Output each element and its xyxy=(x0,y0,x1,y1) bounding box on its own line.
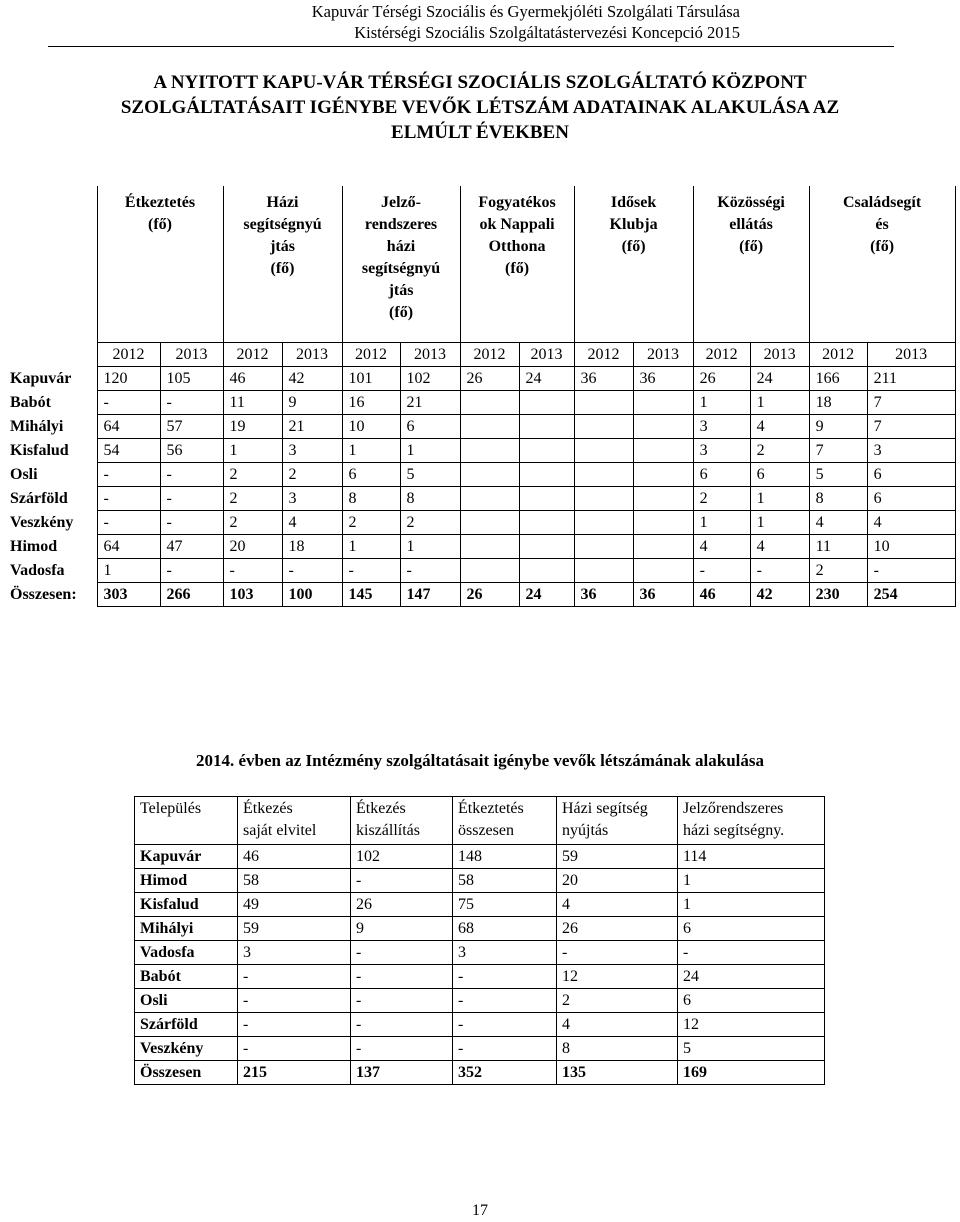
table-cell xyxy=(574,439,633,463)
year-header: 2012 xyxy=(97,343,160,367)
table-row xyxy=(10,391,955,415)
table-cell xyxy=(633,487,693,511)
table-cell: 352 xyxy=(453,1061,557,1085)
table-cell: - xyxy=(453,989,557,1013)
table-row xyxy=(10,415,955,439)
table-cell: 12 xyxy=(678,1013,825,1037)
table-cell: 5 xyxy=(678,1037,825,1061)
table-cell xyxy=(519,391,574,415)
table-cell: - xyxy=(693,559,750,583)
table-row xyxy=(10,511,955,535)
table-row xyxy=(135,989,825,1013)
table-cell xyxy=(633,415,693,439)
total-row xyxy=(10,583,955,607)
year-header: 2013 xyxy=(282,343,342,367)
column-header xyxy=(238,797,351,845)
table-cell: - xyxy=(867,559,955,583)
column-header xyxy=(678,797,825,845)
table-cell: - xyxy=(750,559,809,583)
table-cell xyxy=(519,559,574,583)
table-cell: 8 xyxy=(400,487,460,511)
table-cell: 64 xyxy=(97,535,160,559)
table-cell: 3 xyxy=(693,415,750,439)
table-cell: 169 xyxy=(678,1061,825,1085)
table-cell: 8 xyxy=(342,487,400,511)
town-name: Himod xyxy=(135,869,238,893)
group-header-row xyxy=(10,186,955,343)
table-cell: 303 xyxy=(97,583,160,607)
table-cell: - xyxy=(400,559,460,583)
column-header xyxy=(351,797,453,845)
table-cell: 9 xyxy=(809,415,867,439)
table-cell: 18 xyxy=(282,535,342,559)
service-group-header: Jelző- rendszeres házi segítségnyú jtás (fő) xyxy=(342,186,460,343)
table-cell: 102 xyxy=(400,367,460,391)
table-cell: - xyxy=(160,559,223,583)
column-header-line: Étkezés xyxy=(356,800,406,817)
table-cell: 254 xyxy=(867,583,955,607)
table-cell xyxy=(519,415,574,439)
year-header: 2013 xyxy=(160,343,223,367)
page-number: 17 xyxy=(472,1202,488,1219)
town-name: Osli xyxy=(135,989,238,1013)
table-cell: 266 xyxy=(160,583,223,607)
table-cell: 26 xyxy=(693,367,750,391)
table-cell: 1 xyxy=(750,487,809,511)
year-header: 2013 xyxy=(633,343,693,367)
table-cell: 5 xyxy=(400,463,460,487)
table-cell: 105 xyxy=(160,367,223,391)
table-cell: - xyxy=(238,1037,351,1061)
table-cell: 21 xyxy=(400,391,460,415)
column-header-line: Jelzőrendszeres xyxy=(683,800,784,817)
table-cell xyxy=(574,415,633,439)
table-row xyxy=(10,463,955,487)
year-header: 2012 xyxy=(223,343,282,367)
table-cell: - xyxy=(351,869,453,893)
column-header-line: összesen xyxy=(458,822,514,839)
table-cell: 2 xyxy=(693,487,750,511)
table-cell: 6 xyxy=(400,415,460,439)
column-header-line: Étkezés xyxy=(243,800,293,817)
table-cell xyxy=(460,535,519,559)
table-cell: 26 xyxy=(351,893,453,917)
table-row xyxy=(135,893,825,917)
table-cell xyxy=(574,463,633,487)
column-header-line: Település xyxy=(140,800,202,817)
table-cell: - xyxy=(97,391,160,415)
table-cell: 36 xyxy=(633,583,693,607)
table-cell: 20 xyxy=(557,869,678,893)
table-cell: 6 xyxy=(342,463,400,487)
total-row xyxy=(135,1061,825,1085)
town-name: Vadosfa xyxy=(10,562,65,579)
table-cell: 6 xyxy=(750,463,809,487)
table-cell: - xyxy=(351,1013,453,1037)
table-cell: 16 xyxy=(342,391,400,415)
table-cell: 2 xyxy=(223,463,282,487)
table-cell: 75 xyxy=(453,893,557,917)
town-name: Babót xyxy=(135,965,238,989)
table-cell: 3 xyxy=(867,439,955,463)
table-cell: 166 xyxy=(809,367,867,391)
table-cell: 3 xyxy=(238,941,351,965)
table-cell: 46 xyxy=(238,845,351,869)
table-cell: 54 xyxy=(97,439,160,463)
table-cell: 24 xyxy=(519,367,574,391)
table-cell: 21 xyxy=(282,415,342,439)
table-cell: - xyxy=(453,965,557,989)
table-cell: - xyxy=(223,559,282,583)
table-cell: 100 xyxy=(282,583,342,607)
table-cell: 3 xyxy=(282,487,342,511)
table-cell: - xyxy=(282,559,342,583)
table-cell: 1 xyxy=(97,559,160,583)
service-group-header: Közösségi ellátás (fő) xyxy=(693,186,809,343)
column-header xyxy=(453,797,557,845)
table-cell: 58 xyxy=(238,869,351,893)
table-cell xyxy=(519,439,574,463)
column-header-line: nyújtás xyxy=(562,822,609,839)
table-cell xyxy=(460,511,519,535)
table-cell: - xyxy=(238,1013,351,1037)
year-header: 2013 xyxy=(400,343,460,367)
table-cell: 137 xyxy=(351,1061,453,1085)
table-cell: 46 xyxy=(223,367,282,391)
table-cell xyxy=(633,559,693,583)
table-cell: 2 xyxy=(750,439,809,463)
service-usage-table-2012-2013 xyxy=(10,186,956,607)
service-group-header: Idősek Klubja (fő) xyxy=(574,186,693,343)
table-cell: 24 xyxy=(519,583,574,607)
table-cell: - xyxy=(678,941,825,965)
table-cell: 1 xyxy=(693,511,750,535)
town-name: Vadosfa xyxy=(135,941,238,965)
table-cell xyxy=(633,391,693,415)
column-header-line: házi segítségny. xyxy=(683,822,785,839)
year-header: 2013 xyxy=(519,343,574,367)
table-row xyxy=(135,965,825,989)
table-cell: 58 xyxy=(453,869,557,893)
table-cell: 3 xyxy=(453,941,557,965)
table-cell: 57 xyxy=(160,415,223,439)
table-cell: 102 xyxy=(351,845,453,869)
table-cell: - xyxy=(238,989,351,1013)
table-cell: 7 xyxy=(867,391,955,415)
table-cell xyxy=(519,487,574,511)
table-cell: 4 xyxy=(750,535,809,559)
title-line: SZOLGÁLTATÁSAIT IGÉNYBE VEVŐK LÉTSZÁM ADATAINAK ALAKULÁSA AZ xyxy=(120,97,840,118)
year-header: 2013 xyxy=(867,343,955,367)
table-cell xyxy=(460,439,519,463)
table-cell: - xyxy=(351,1037,453,1061)
table-cell: - xyxy=(97,463,160,487)
table-cell: 5 xyxy=(809,463,867,487)
table-cell: 8 xyxy=(557,1037,678,1061)
table-cell xyxy=(460,463,519,487)
document-title xyxy=(48,70,912,145)
table-cell xyxy=(460,487,519,511)
table-cell: 11 xyxy=(809,535,867,559)
year-header: 2012 xyxy=(574,343,633,367)
table-row xyxy=(10,535,955,559)
year-header: 2012 xyxy=(809,343,867,367)
table-cell: 1 xyxy=(400,535,460,559)
year-header: 2012 xyxy=(342,343,400,367)
table-cell: 4 xyxy=(750,415,809,439)
table-cell: 26 xyxy=(460,367,519,391)
table-cell: 42 xyxy=(282,367,342,391)
table-row xyxy=(10,559,955,583)
table-cell: 1 xyxy=(400,439,460,463)
table-cell: 9 xyxy=(282,391,342,415)
town-name: Babót xyxy=(10,394,51,411)
table-cell: 10 xyxy=(342,415,400,439)
table-cell xyxy=(574,511,633,535)
town-name: Veszkény xyxy=(10,514,74,531)
table-cell xyxy=(460,559,519,583)
header-line-2: Kistérségi Szociális Szolgáltatástervezési Koncepció 2015 xyxy=(354,23,740,42)
table-cell xyxy=(519,535,574,559)
year-header: 2012 xyxy=(693,343,750,367)
table-cell: 6 xyxy=(678,917,825,941)
table-cell: 135 xyxy=(557,1061,678,1085)
table-cell xyxy=(574,487,633,511)
table-cell xyxy=(519,511,574,535)
table-row xyxy=(10,487,955,511)
table-cell: 42 xyxy=(750,583,809,607)
table-cell: - xyxy=(351,941,453,965)
town-name: Összesen xyxy=(135,1061,238,1085)
town-name: Szárföld xyxy=(135,1013,238,1037)
table-cell: 6 xyxy=(867,463,955,487)
service-group-header: Családsegít és (fő) xyxy=(809,186,955,343)
service-usage-table-2014 xyxy=(134,796,825,1085)
table-cell xyxy=(519,463,574,487)
table-cell: 1 xyxy=(693,391,750,415)
year-header: 2012 xyxy=(460,343,519,367)
column-header xyxy=(557,797,678,845)
table-cell: 26 xyxy=(460,583,519,607)
table-row xyxy=(10,367,955,391)
table-cell: - xyxy=(97,511,160,535)
table-cell: 1 xyxy=(750,511,809,535)
table-cell: 1 xyxy=(342,535,400,559)
table-cell: 145 xyxy=(342,583,400,607)
year-header-row xyxy=(10,343,955,367)
table-cell: 3 xyxy=(282,439,342,463)
table-cell: 1 xyxy=(342,439,400,463)
table-cell: 6 xyxy=(678,989,825,1013)
table-cell: 47 xyxy=(160,535,223,559)
table-cell: - xyxy=(351,965,453,989)
table-cell: - xyxy=(351,989,453,1013)
table-cell: 101 xyxy=(342,367,400,391)
service-group-header: Étkeztetés (fő) xyxy=(97,186,223,343)
header-rule xyxy=(48,46,894,47)
table-cell: - xyxy=(97,487,160,511)
town-name: Mihályi xyxy=(10,418,64,435)
table-cell: 24 xyxy=(678,965,825,989)
table-cell: 4 xyxy=(557,1013,678,1037)
table-cell: 215 xyxy=(238,1061,351,1085)
corner-cell xyxy=(10,186,97,343)
service-group-header: Házi segítségnyú jtás (fő) xyxy=(223,186,342,343)
town-name: Kapuvár xyxy=(10,370,72,387)
table-cell xyxy=(633,439,693,463)
town-name: Mihályi xyxy=(135,917,238,941)
table-cell: 36 xyxy=(574,583,633,607)
table-cell: 36 xyxy=(574,367,633,391)
table-cell: 1 xyxy=(223,439,282,463)
town-name: Kisfalud xyxy=(135,893,238,917)
table-cell: 2 xyxy=(223,487,282,511)
table-cell: 68 xyxy=(453,917,557,941)
header-line-1: Kapuvár Térségi Szociális és Gyermekjóléti Szolgálati Társulása xyxy=(311,2,740,21)
table-cell: 11 xyxy=(223,391,282,415)
table-cell: - xyxy=(557,941,678,965)
town-name: Veszkény xyxy=(135,1037,238,1061)
table-cell: - xyxy=(342,559,400,583)
table-cell: 4 xyxy=(282,511,342,535)
table-cell: 8 xyxy=(809,487,867,511)
table-cell: 64 xyxy=(97,415,160,439)
table-cell: 2 xyxy=(342,511,400,535)
town-name: Szárföld xyxy=(10,490,68,507)
year-header: 2013 xyxy=(750,343,809,367)
table-cell: 26 xyxy=(557,917,678,941)
service-group-header: Fogyatékos ok Nappali Otthona (fő) xyxy=(460,186,574,343)
table-cell: 6 xyxy=(867,487,955,511)
table-cell: 147 xyxy=(400,583,460,607)
table-cell: 103 xyxy=(223,583,282,607)
table-cell: 24 xyxy=(750,367,809,391)
table-cell: 230 xyxy=(809,583,867,607)
table-cell: 49 xyxy=(238,893,351,917)
table-cell: 1 xyxy=(678,869,825,893)
title-line: ELMÚLT ÉVEKBEN xyxy=(391,122,569,143)
table-cell: 59 xyxy=(238,917,351,941)
header-row xyxy=(135,797,825,845)
table-row xyxy=(10,439,955,463)
table-cell: - xyxy=(160,511,223,535)
table-cell: - xyxy=(160,391,223,415)
table-cell xyxy=(633,511,693,535)
table-row xyxy=(135,1013,825,1037)
table-caption-2014: 2014. évben az Intézmény szolgáltatásait igénybe vevők létszámának alakulása xyxy=(195,751,765,770)
table-cell xyxy=(633,535,693,559)
table-cell: 4 xyxy=(557,893,678,917)
table-cell: 46 xyxy=(693,583,750,607)
table-cell: - xyxy=(160,487,223,511)
table-cell: 2 xyxy=(223,511,282,535)
table-cell: 18 xyxy=(809,391,867,415)
table-cell: 12 xyxy=(557,965,678,989)
town-name: Osli xyxy=(10,466,38,483)
column-header-line: Étkeztetés xyxy=(458,800,524,817)
table-cell xyxy=(574,391,633,415)
table-cell: 9 xyxy=(351,917,453,941)
table-cell xyxy=(574,535,633,559)
table-cell xyxy=(574,559,633,583)
table-cell: 7 xyxy=(867,415,955,439)
table-cell: 6 xyxy=(693,463,750,487)
table-cell: 114 xyxy=(678,845,825,869)
table-cell: 4 xyxy=(809,511,867,535)
town-name: Összesen: xyxy=(10,586,77,603)
table-cell xyxy=(460,391,519,415)
table-cell: 36 xyxy=(633,367,693,391)
table-cell: 56 xyxy=(160,439,223,463)
table-cell: 4 xyxy=(867,511,955,535)
table-cell: - xyxy=(453,1037,557,1061)
table-cell xyxy=(460,415,519,439)
table-cell: 2 xyxy=(809,559,867,583)
table-cell: 20 xyxy=(223,535,282,559)
town-name: Kapuvár xyxy=(135,845,238,869)
table-cell: - xyxy=(238,965,351,989)
table-cell: 2 xyxy=(557,989,678,1013)
title-line: A NYITOTT KAPU-VÁR TÉRSÉGI SZOCIÁLIS SZOLGÁLTATÓ KÖZPONT xyxy=(153,72,807,93)
table-cell: - xyxy=(160,463,223,487)
table-row xyxy=(135,1037,825,1061)
table-cell: 4 xyxy=(693,535,750,559)
table-cell: - xyxy=(453,1013,557,1037)
table-cell: 59 xyxy=(557,845,678,869)
table-cell xyxy=(633,463,693,487)
table-row xyxy=(135,917,825,941)
table-cell: 7 xyxy=(809,439,867,463)
corner-cell xyxy=(10,343,97,367)
table-cell: 3 xyxy=(693,439,750,463)
column-header xyxy=(135,797,238,845)
table-row xyxy=(135,869,825,893)
table-cell: 19 xyxy=(223,415,282,439)
town-name: Kisfalud xyxy=(10,442,69,459)
table-cell: 148 xyxy=(453,845,557,869)
table-cell: 211 xyxy=(867,367,955,391)
table-cell: 2 xyxy=(400,511,460,535)
table-cell: 2 xyxy=(282,463,342,487)
column-header-line: saját elvitel xyxy=(243,822,317,839)
table-cell: 10 xyxy=(867,535,955,559)
town-name: Himod xyxy=(10,538,58,555)
column-header-line: kiszállítás xyxy=(356,822,420,839)
table-cell: 120 xyxy=(97,367,160,391)
table-row xyxy=(135,845,825,869)
table-row xyxy=(135,941,825,965)
table-cell: 1 xyxy=(750,391,809,415)
column-header-line: Házi segítség xyxy=(562,800,648,817)
table-cell: 1 xyxy=(678,893,825,917)
